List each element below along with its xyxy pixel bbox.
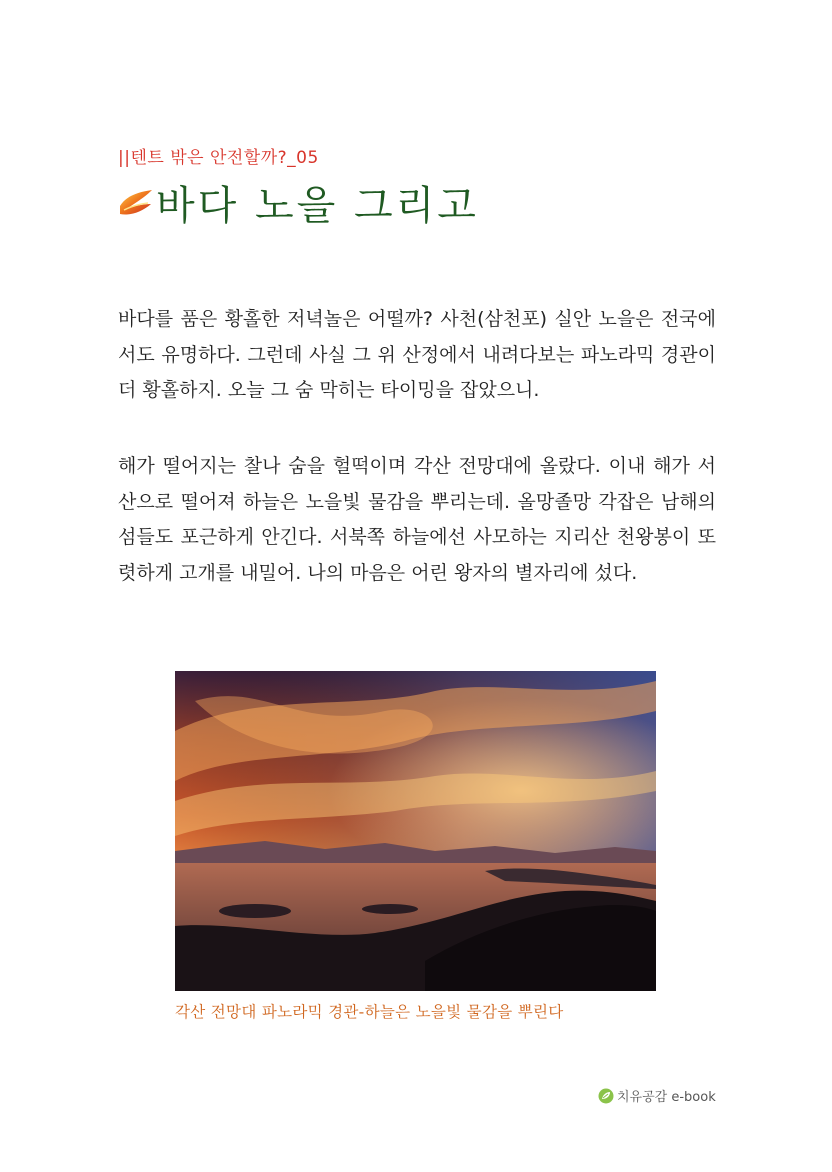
- sunset-stroke-icon: [118, 184, 154, 220]
- footer-brand: [598, 1086, 716, 1105]
- series-label: ||텐트 밖은 안전할까?_05: [118, 148, 319, 168]
- sunset-photo: [175, 671, 656, 991]
- paragraph-1: 바다를 품은 황홀한 저녁놀은 어떨까? 사천(삼천포) 실안 노을은 전국에서도 유명하다. 그런데 사실 그 위 산정에서 내려다보는 파노라믹 경관이 더 황홀하지. 오늘 그 숨 막히는 타이밍을 잡았으니.: [118, 308, 716, 401]
- photo-caption: 각산 전망대 파노라믹 경관-하늘은 노을빛 물감을 뿌린다: [175, 1003, 564, 1021]
- page-title: 바다 노을 그리고: [156, 182, 479, 229]
- leaf-logo-icon: [598, 1088, 614, 1104]
- title-row: [118, 172, 479, 232]
- footer-label: 치유공감 e-book: [617, 1090, 716, 1105]
- paragraph-2: 해가 떨어지는 찰나 숨을 헐떡이며 각산 전망대에 올랐다. 이내 해가 서산으로 떨어져 하늘은 노을빛 물감을 뿌리는데. 올망졸망 각잡은 남해의 섬들도 포근하게 안긴다. 서북쪽 하늘에선 사모하는 지리산 천왕봉이 또렷하게 고개를 내밀어. 나의 마음은 어린 왕자의 별자리에 섰다.: [118, 455, 716, 584]
